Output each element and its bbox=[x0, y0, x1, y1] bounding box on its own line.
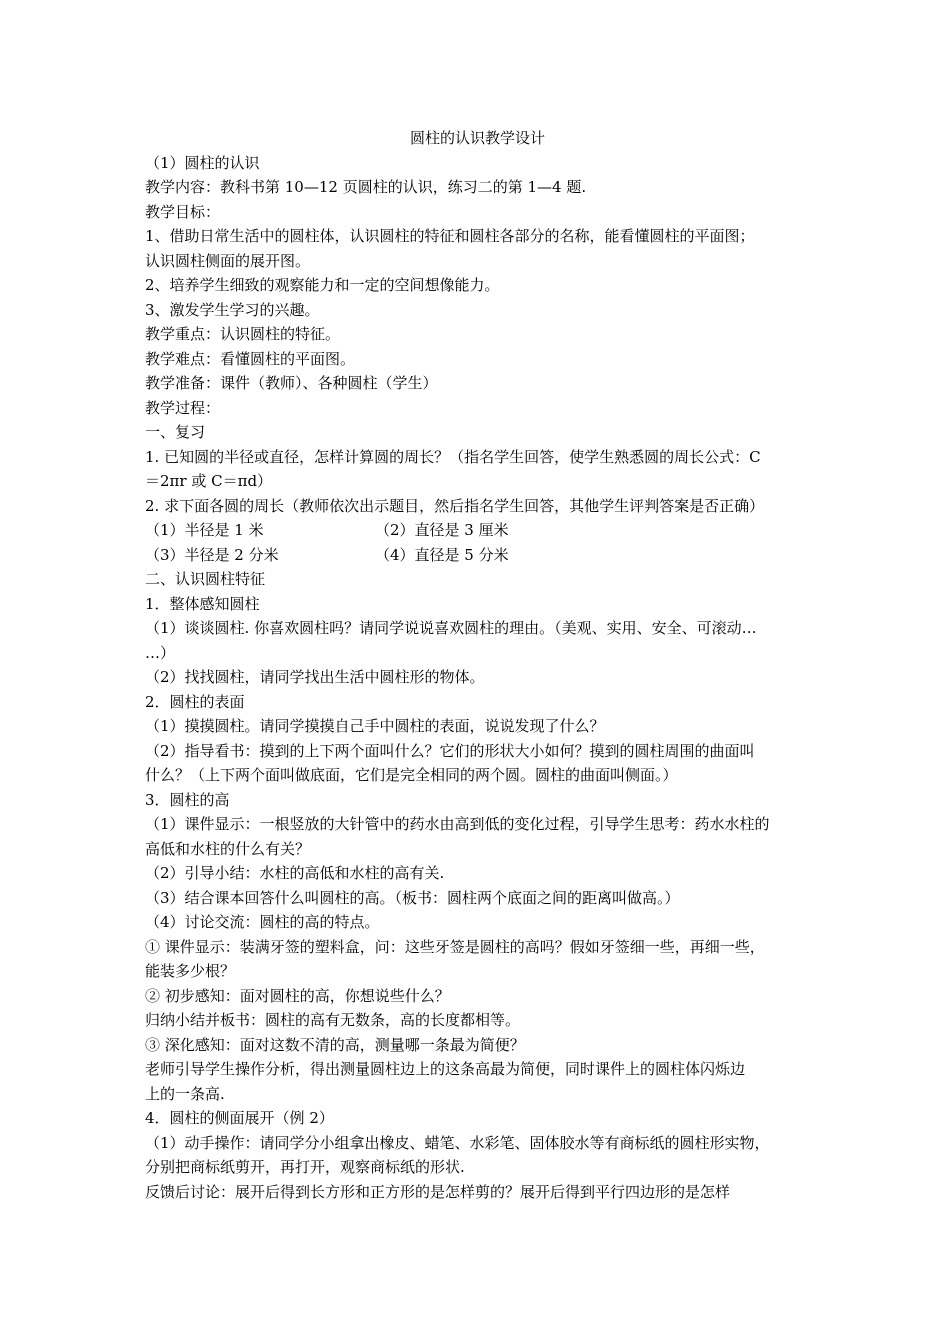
text-line: 教学过程： bbox=[145, 398, 221, 417]
text-line: 一、复习 bbox=[145, 423, 206, 441]
text-line: …） bbox=[145, 643, 176, 662]
text-line: 二、认识圆柱特征 bbox=[145, 570, 266, 588]
text-line: 教学重点：认识圆柱的特征。 bbox=[145, 325, 341, 343]
circle-item-row bbox=[145, 543, 810, 568]
text-line: 1．整体感知圆柱 bbox=[145, 594, 260, 613]
text-line: ＝2πr 或 C＝πd） bbox=[145, 472, 273, 490]
text-line: ① 课件显示：装满牙签的塑料盒，问：这些牙签是圆柱的高吗？假如牙签细一些，再细一些， bbox=[145, 937, 765, 956]
text-line: 教学准备：课件（教师）、各种圆柱（学生） bbox=[145, 374, 438, 392]
text-line: 1、借助日常生活中的圆柱体，认识圆柱的特征和圆柱各部分的名称，能看懂圆柱的平面图； bbox=[145, 227, 755, 245]
text-line: ② 初步感知：面对圆柱的高，你想说些什么？ bbox=[145, 986, 450, 1005]
text-line: 高低和水柱的什么有关？ bbox=[145, 839, 311, 858]
text-line: （4）讨论交流：圆柱的高的特点。 bbox=[145, 913, 380, 931]
text-line: （1）课件显示：一根竖放的大针管中的药水由高到低的变化过程，引导学生思考：药水水柱的 bbox=[145, 815, 770, 833]
text-line: （2）找找圆柱，请同学找出生活中圆柱形的物体。 bbox=[145, 668, 485, 686]
circle-item: （2）直径是 3 厘米 bbox=[375, 521, 509, 539]
text-line: （2）引导小结：水柱的高低和水柱的高有关. bbox=[145, 864, 445, 882]
text-line: 反馈后讨论：展开后得到长方形和正方形的是怎样剪的？展开后得到平行四边形的是怎样 bbox=[145, 1182, 731, 1201]
document-page bbox=[145, 126, 810, 1204]
circle-item: （3）半径是 2 分米 bbox=[145, 545, 279, 564]
text-line: （1）动手操作：请同学分小组拿出橡皮、蜡笔、水彩笔、固体胶水等有商标纸的圆柱形实物， bbox=[145, 1133, 770, 1152]
body-lines-before bbox=[145, 151, 810, 519]
text-line: （1）圆柱的认识 bbox=[145, 153, 260, 172]
circle-item: （1）半径是 1 米 bbox=[145, 521, 264, 539]
text-line: 教学目标： bbox=[145, 202, 221, 221]
text-line: 1. 已知圆的半径或直径，怎样计算圆的周长？（指名学生回答，使学生熟悉圆的周长公式：C bbox=[145, 447, 761, 466]
text-line: ③ 深化感知：面对这数不清的高，测量哪一条最为简便？ bbox=[145, 1035, 525, 1054]
text-line: （1）谈谈圆柱. 你喜欢圆柱吗？请同学说说喜欢圆柱的理由。（美观、实用、安全、可滚动… bbox=[145, 619, 757, 637]
text-line: 上的一条高. bbox=[145, 1084, 225, 1103]
text-line: 教学内容：教科书第 10—12 页圆柱的认识，练习二的第 1—4 题. bbox=[145, 178, 587, 196]
circle-item-row bbox=[145, 518, 810, 543]
text-line: 4．圆柱的侧面展开（例 2） bbox=[145, 1109, 334, 1127]
text-line: 3．圆柱的高 bbox=[145, 790, 230, 809]
text-line: 教学难点：看懂圆柱的平面图。 bbox=[145, 349, 356, 368]
text-line: 2、培养学生细致的观察能力和一定的空间想像能力。 bbox=[145, 276, 500, 294]
body-lines-after bbox=[145, 567, 810, 1204]
circle-item: （4）直径是 5 分米 bbox=[375, 545, 509, 564]
text-line: （3）结合课本回答什么叫圆柱的高。（板书：圆柱两个底面之间的距离叫做高。） bbox=[145, 888, 680, 907]
text-line: 老师引导学生操作分析，得出测量圆柱边上的这条高最为简便，同时课件上的圆柱体闪烁边 bbox=[145, 1060, 746, 1078]
circle-items-table bbox=[145, 518, 810, 567]
text-line: 2．圆柱的表面 bbox=[145, 692, 245, 711]
text-line: 2. 求下面各圆的周长（教师依次出示题目，然后指名学生回答，其他学生评判答案是否正确） bbox=[145, 496, 765, 515]
text-line: 什么？（上下两个面叫做底面，它们是完全相同的两个圆。圆柱的曲面叫侧面。） bbox=[145, 766, 678, 784]
text-line: （1）摸摸圆柱。请同学摸摸自己手中圆柱的表面，说说发现了什么？ bbox=[145, 717, 605, 735]
text-line: 归纳小结并板书：圆柱的高有无数条，高的长度都相等。 bbox=[145, 1011, 521, 1029]
text-line: 能装多少根？ bbox=[145, 962, 236, 980]
text-line: 认识圆柱侧面的展开图。 bbox=[145, 251, 311, 270]
text-line: 分别把商标纸剪开，再打开，观察商标纸的形状. bbox=[145, 1158, 465, 1176]
text-line: （2）指导看书：摸到的上下两个面叫什么？它们的形状大小如何？摸到的圆柱周围的曲面叫 bbox=[145, 741, 755, 760]
text-line: 3、激发学生学习的兴趣。 bbox=[145, 300, 320, 319]
document-title: 圆柱的认识教学设计 bbox=[409, 129, 545, 147]
